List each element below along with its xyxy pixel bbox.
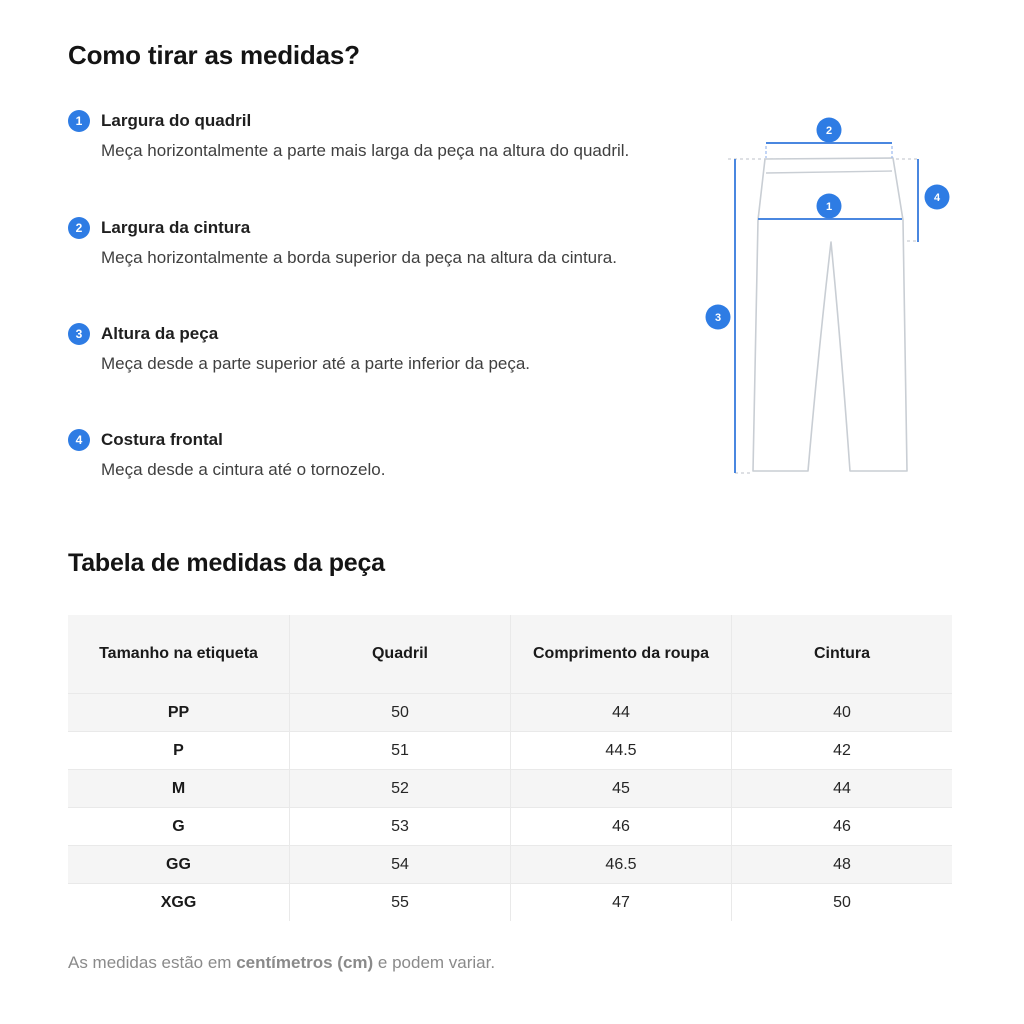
table-cell: 42 bbox=[731, 732, 952, 769]
table-cell: 50 bbox=[289, 694, 510, 731]
diagram-marker-1 bbox=[817, 194, 842, 219]
table-cell: 44 bbox=[510, 694, 731, 731]
svg-text:3: 3 bbox=[714, 312, 722, 324]
table-cell: 46 bbox=[731, 808, 952, 845]
instruction-title: Altura da peça bbox=[101, 324, 219, 343]
table-cell: PP bbox=[167, 703, 190, 721]
table-cell: 52 bbox=[289, 770, 510, 807]
instruction-description: Meça horizontalmente a parte mais larga da peça na altura do quadril. bbox=[101, 141, 630, 160]
instruction-front-seam bbox=[68, 429, 385, 483]
table-cell: 53 bbox=[289, 808, 510, 845]
badge-4-icon: 4 bbox=[68, 429, 90, 451]
svg-text:4: 4 bbox=[933, 192, 941, 204]
table-cell: 47 bbox=[510, 884, 731, 921]
table-header-row bbox=[68, 615, 952, 693]
badge-3-icon: 3 bbox=[68, 323, 90, 345]
table-cell: 45 bbox=[510, 770, 731, 807]
table-cell: 54 bbox=[289, 846, 510, 883]
table-cell: 40 bbox=[731, 694, 952, 731]
table-cell: M bbox=[171, 779, 186, 797]
table-cell: 50 bbox=[731, 884, 952, 921]
instruction-title: Largura do quadril bbox=[101, 111, 252, 130]
table-cell: 48 bbox=[731, 846, 952, 883]
instruction-description: Meça desde a parte superior até a parte inferior da peça. bbox=[101, 354, 531, 373]
table-cell: XGG bbox=[160, 893, 197, 911]
instruction-title: Largura da cintura bbox=[101, 218, 251, 237]
table-header-cell: Quadril bbox=[289, 615, 510, 693]
disclaimer-prefix: As medidas estão em bbox=[68, 953, 237, 972]
table-body bbox=[68, 693, 952, 921]
table-header-cell: Cintura bbox=[731, 615, 952, 693]
size-table bbox=[68, 615, 952, 921]
badge-2-icon: 2 bbox=[68, 217, 90, 239]
disclaimer-suffix: e podem variar. bbox=[373, 953, 496, 972]
instruction-description: Meça horizontalmente a borda superior da peça na altura da cintura. bbox=[101, 248, 617, 267]
instruction-title: Costura frontal bbox=[101, 430, 223, 449]
instruction-waist-width bbox=[68, 217, 617, 271]
table-cell: GG bbox=[166, 855, 191, 873]
instruction-garment-height bbox=[68, 323, 530, 377]
instruction-hip-width bbox=[68, 110, 629, 164]
table-header-cell: Tamanho na etiqueta bbox=[99, 645, 258, 662]
page-title: Como tirar as medidas? bbox=[68, 40, 360, 70]
pants-diagram-icon bbox=[695, 100, 965, 495]
table-row-g bbox=[68, 807, 952, 845]
table-cell: 46 bbox=[510, 808, 731, 845]
table-cell: 46.5 bbox=[510, 846, 731, 883]
table-cell: 51 bbox=[289, 732, 510, 769]
table-cell: P bbox=[173, 741, 184, 759]
table-cell: 55 bbox=[289, 884, 510, 921]
measurements-disclaimer bbox=[68, 950, 495, 976]
table-row-p bbox=[68, 731, 952, 769]
svg-text:2: 2 bbox=[825, 125, 833, 137]
diagram-marker-2 bbox=[817, 118, 842, 143]
table-header-cell: Comprimento da roupa bbox=[510, 615, 731, 693]
table-row-xgg bbox=[68, 883, 952, 921]
diagram-marker-3 bbox=[706, 305, 731, 330]
disclaimer-unit: centímetros (cm) bbox=[236, 953, 374, 972]
table-row-pp bbox=[68, 693, 952, 731]
table-title: Tabela de medidas da peça bbox=[68, 549, 385, 577]
table-row-m bbox=[68, 769, 952, 807]
instruction-description: Meça desde a cintura até o tornozelo. bbox=[101, 460, 386, 479]
table-cell: 44 bbox=[731, 770, 952, 807]
diagram-marker-4 bbox=[925, 185, 950, 210]
badge-1-icon: 1 bbox=[68, 110, 90, 132]
table-row-gg bbox=[68, 845, 952, 883]
svg-text:1: 1 bbox=[825, 201, 833, 213]
pants-measurement-diagram bbox=[695, 100, 965, 495]
table-cell: G bbox=[172, 817, 185, 835]
table-cell: 44.5 bbox=[510, 732, 731, 769]
